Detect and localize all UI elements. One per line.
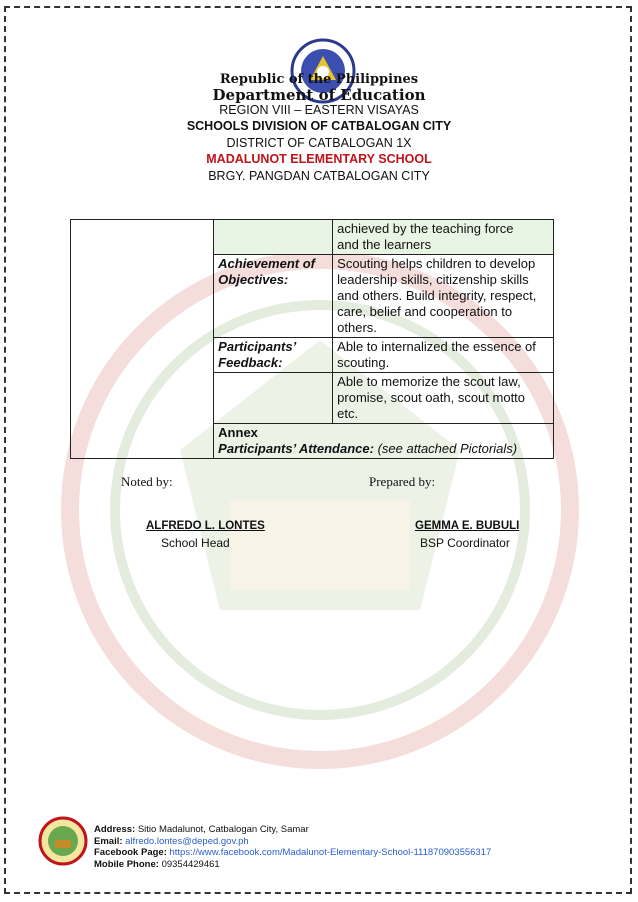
header-department: Department of Education [212, 86, 426, 104]
header-barangay: BRGY. PANGDAN CATBALOGAN CITY [208, 169, 430, 183]
attendance-label: Participants’ Attendance: [218, 441, 374, 456]
coordinator-name: GEMMA E. BUBULI [415, 520, 520, 532]
school-head-role: School Head [161, 536, 230, 550]
header-republic: Republic of the Philippines [219, 72, 419, 87]
header-division: SCHOOLS DIVISION OF CATBALOGAN CITY [186, 119, 452, 133]
blank-cell [71, 220, 214, 459]
empty-label-cell [214, 373, 333, 424]
feedback-label: Participants’ Feedback: [214, 338, 333, 373]
email-link[interactable]: alfredo.lontes@deped.gov.ph [125, 835, 249, 847]
header-school: MADALUNOT ELEMENTARY SCHOOL [206, 152, 432, 166]
facebook-label: Facebook Page: [94, 847, 167, 858]
table-row [71, 220, 554, 255]
row0-line1: achieved by the teaching force [337, 221, 514, 236]
facebook-link[interactable]: https://www.facebook.com/Madalunot-Elementary-School-111870903556317 [169, 847, 492, 858]
feedback-value-1: Able to internalized the essence of scouting. [333, 338, 554, 373]
row0-line2: and the learners [337, 237, 432, 252]
school-head-name: ALFREDO L. LONTES [146, 520, 265, 532]
email-label: Email: [94, 835, 123, 847]
annex-cell [214, 424, 554, 459]
header-region: REGION VIII – EASTERN VISAYAS [219, 103, 419, 117]
achievement-value: Scouting helps children to develop leadership skills, citizenship skills and others. Build integrity, respect, care, belief and cooperation to others. [333, 255, 554, 338]
attendance-value: (see attached Pictorials) [377, 441, 518, 456]
achievement-label: Achievement of Objectives: [214, 255, 333, 338]
phone-label: Mobile Phone: [94, 858, 159, 870]
coordinator-role: BSP Coordinator [420, 536, 510, 550]
noted-by-label: Noted by: [121, 474, 173, 489]
prepared-by-label: Prepared by: [369, 474, 436, 489]
address-label: Address: [94, 824, 136, 835]
table-cell [333, 220, 554, 255]
school-logo [38, 816, 88, 866]
header-district: DISTRICT OF CATBALOGAN 1X [226, 136, 412, 150]
feedback-value-2: Able to memorize the scout law, promise, scout oath, scout motto etc. [333, 373, 554, 424]
footer-contact [94, 824, 491, 870]
address-value: Sitio Madalunot, Catbalogan City, Samar [137, 824, 309, 835]
report-table [70, 219, 554, 459]
phone-value: 09354429461 [161, 858, 220, 870]
empty-label-cell [214, 220, 333, 255]
annex-title: Annex [218, 425, 258, 440]
